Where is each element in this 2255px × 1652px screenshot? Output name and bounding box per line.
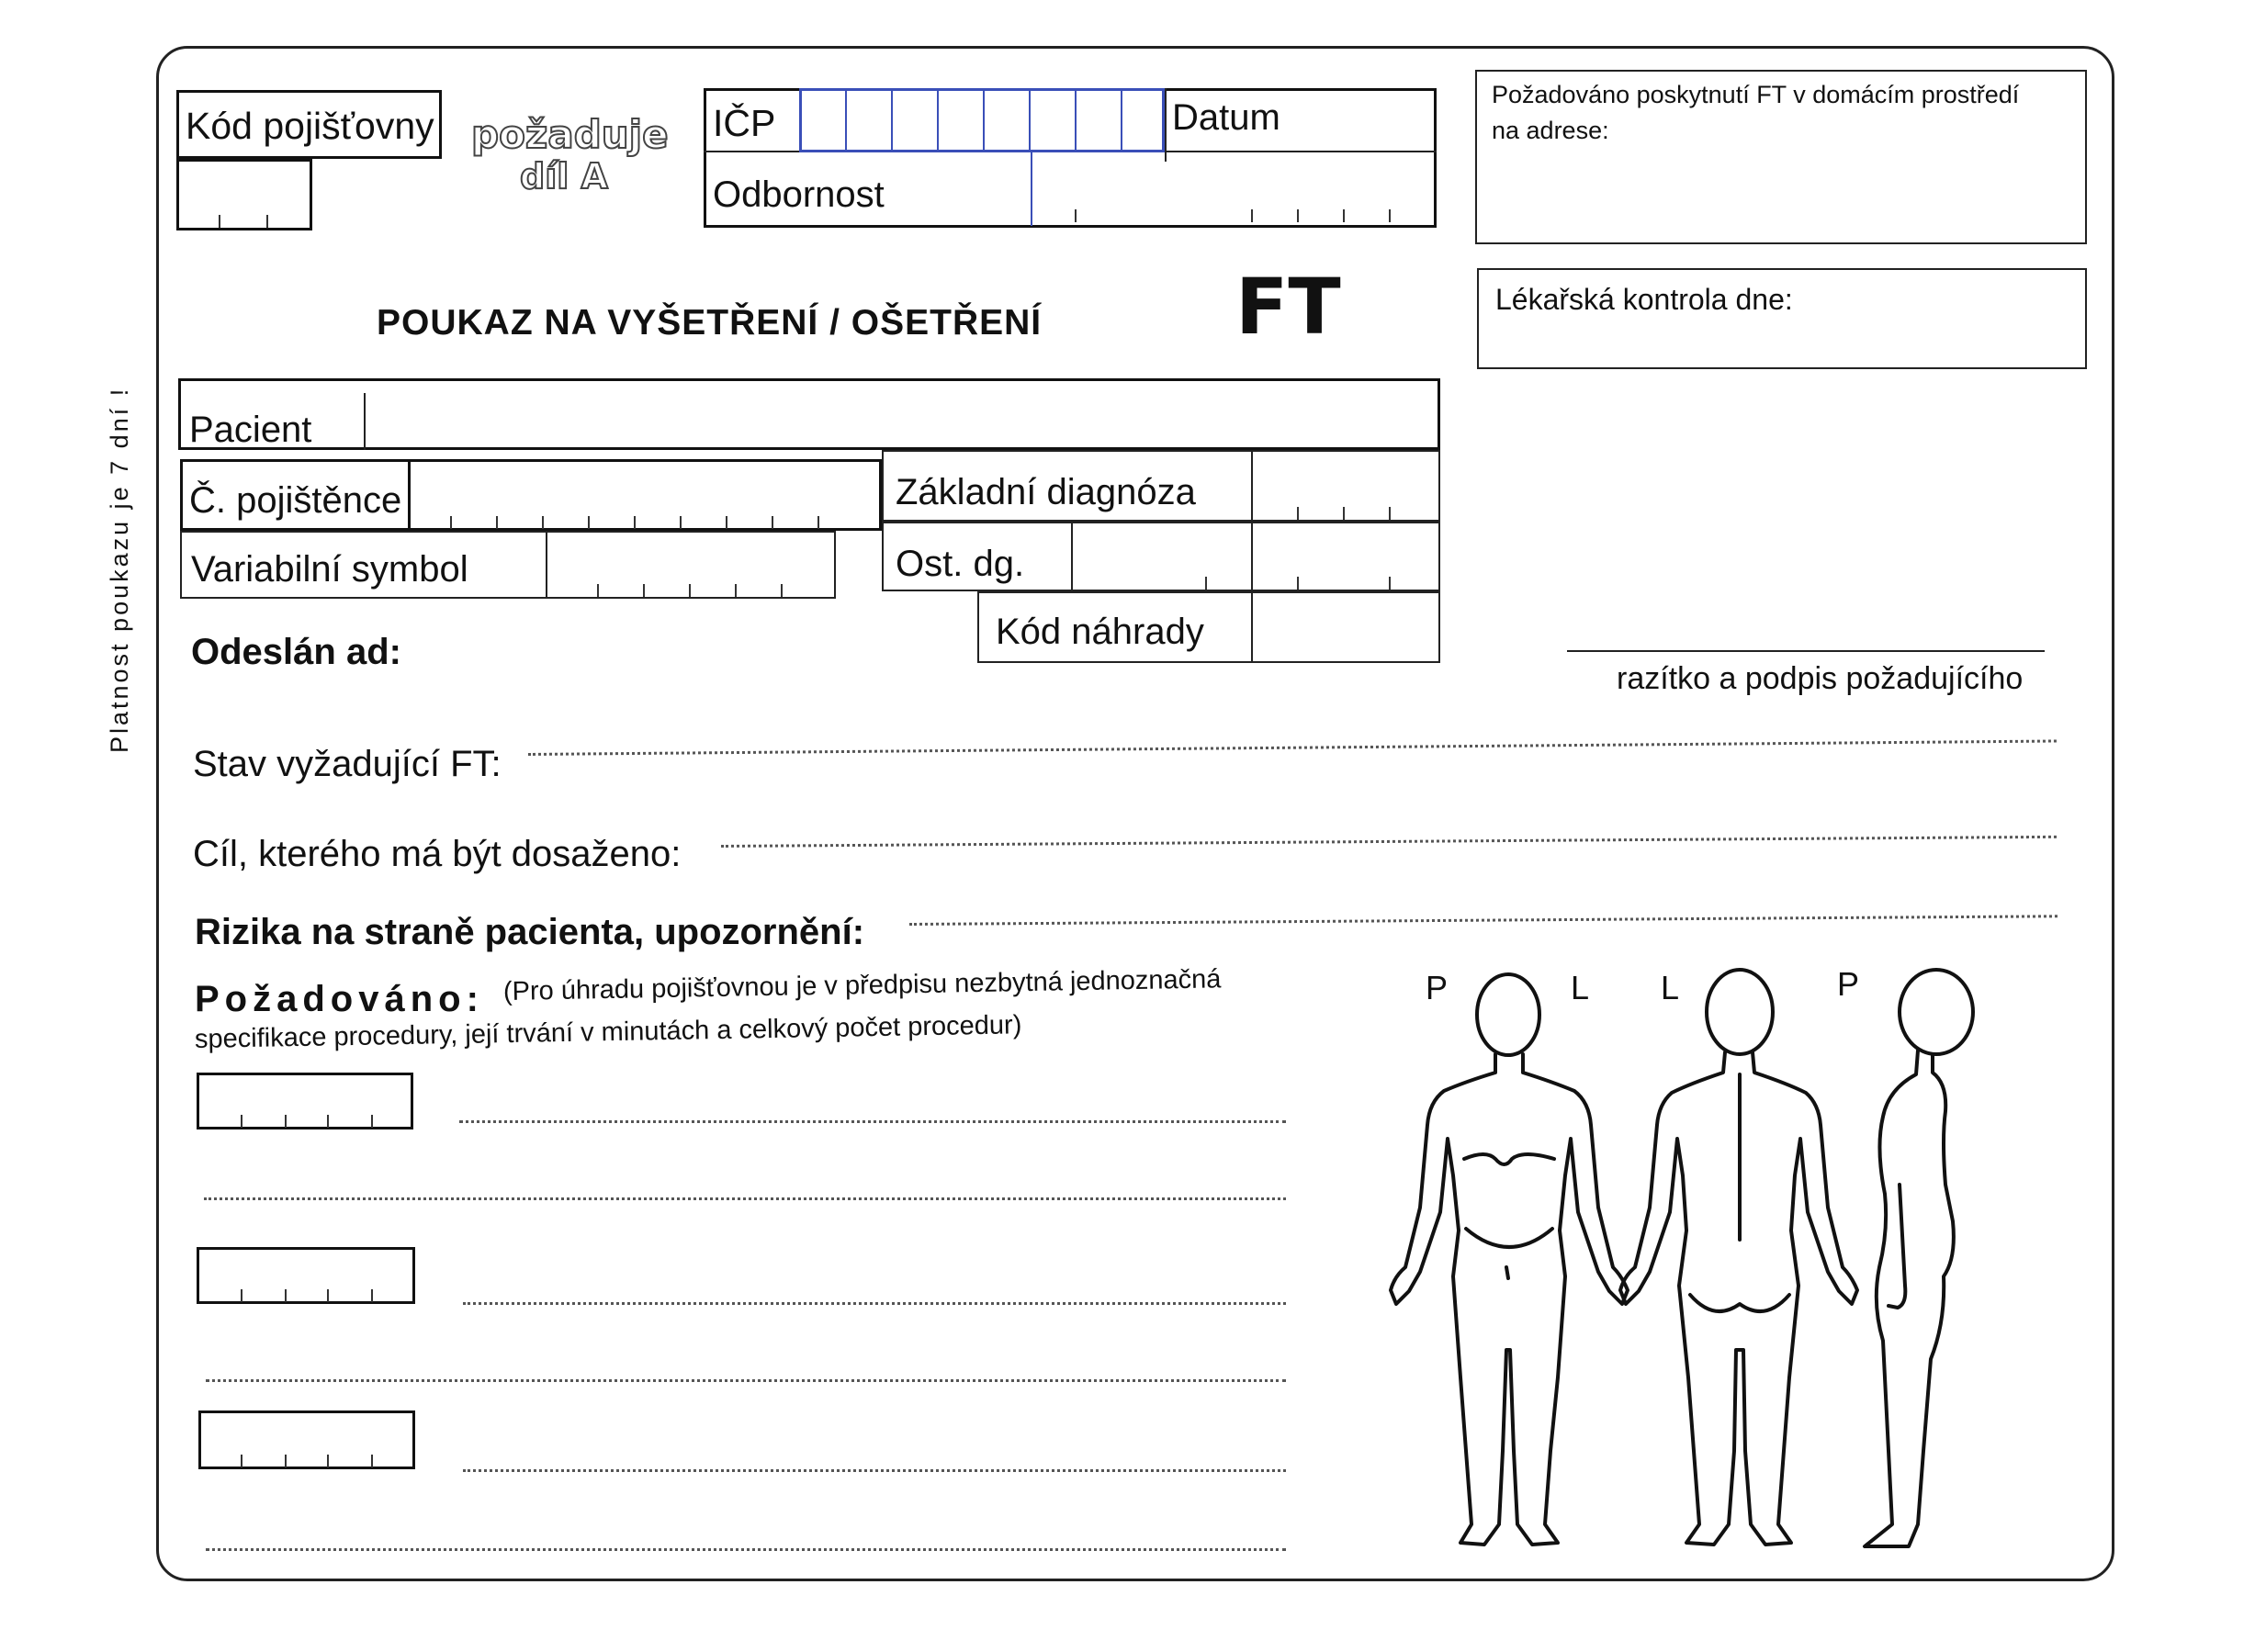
procedure-code-field-1[interactable] [197, 1073, 413, 1129]
icp-field[interactable] [799, 88, 1165, 152]
procedure-line-3a[interactable] [463, 1469, 1286, 1472]
back-figure [1620, 965, 1860, 1545]
insurer-code-label: Kód pojišťovny [186, 105, 434, 147]
requested-label: Požadováno: [195, 979, 484, 1019]
form-title: POUKAZ NA VYŠETŘENÍ / OŠETŘENÍ [377, 303, 1043, 343]
main-diagnosis-label: Základní diagnóza [896, 472, 1196, 512]
body-label-back-right: P [1837, 965, 1860, 1003]
side-figure [1865, 970, 1973, 1546]
procedure-line-2a[interactable] [463, 1302, 1286, 1305]
patient-label: Pacient [189, 410, 312, 450]
goal-label: Cíl, kterého má být dosaženo: [193, 834, 682, 874]
risks-label: Rizika na straně pacienta, upozornění: [195, 912, 865, 952]
body-label-front-left: L [1571, 969, 1590, 1006]
procedure-line-2b[interactable] [206, 1379, 1286, 1382]
insured-number-field[interactable] [408, 459, 882, 531]
procedure-line-1a[interactable] [459, 1120, 1286, 1123]
condition-label: Stav vyžadující FT: [193, 744, 502, 784]
validity-note: Platnost poukazu je 7 dní ! [106, 386, 133, 753]
procedure-line-1b[interactable] [204, 1197, 1286, 1200]
insured-number-label: Č. pojištěnce [189, 480, 402, 521]
insurer-code-field[interactable] [176, 159, 312, 230]
requires-part-a-line2: díl A [520, 156, 608, 197]
front-figure [1391, 969, 1628, 1545]
variable-symbol-label: Variabilní symbol [191, 549, 468, 590]
form-code-ft: FT [1235, 262, 1341, 352]
date-label: Datum [1172, 97, 1280, 138]
compensation-code-label: Kód náhrady [996, 612, 1204, 652]
specialty-label: Odbornost [713, 174, 885, 215]
compensation-code-field[interactable] [1253, 593, 1438, 661]
sent-from-label: Odeslán ad: [191, 632, 401, 672]
procedure-line-3b[interactable] [206, 1548, 1286, 1551]
requested-note-line1: (Pro úhradu pojišťovnou je v předpisu nezbytná jednoznačná [502, 964, 1222, 1006]
other-diagnosis-label: Ost. dg. [896, 544, 1025, 584]
body-label-back-left: L [1661, 969, 1680, 1006]
requested-note-line2: specifikace procedury, její trvání v minutách a celkový počet procedur) [194, 1010, 1022, 1054]
main-diagnosis-field[interactable] [1253, 452, 1438, 520]
body-diagram[interactable] [1369, 955, 2012, 1579]
procedure-code-field-2[interactable] [197, 1247, 415, 1304]
requires-part-a-line1: požaduje [471, 112, 669, 157]
other-diagnosis-field[interactable] [1073, 523, 1438, 590]
icp-label: IČP [713, 102, 776, 144]
variable-symbol-field[interactable] [547, 533, 834, 597]
stamp-signature-label: razítko a podpis požadujícího [1617, 661, 2024, 696]
medical-check-label: Lékařská kontrola dne: [1495, 283, 1793, 316]
specialty-field[interactable] [1031, 152, 1435, 226]
patient-field[interactable] [366, 395, 1437, 448]
procedure-code-field-3[interactable] [198, 1410, 415, 1469]
home-care-label: Požadováno poskytnutí FT v domácím prostředí na adrese: [1492, 81, 2020, 145]
body-label-front-right: P [1426, 969, 1449, 1006]
